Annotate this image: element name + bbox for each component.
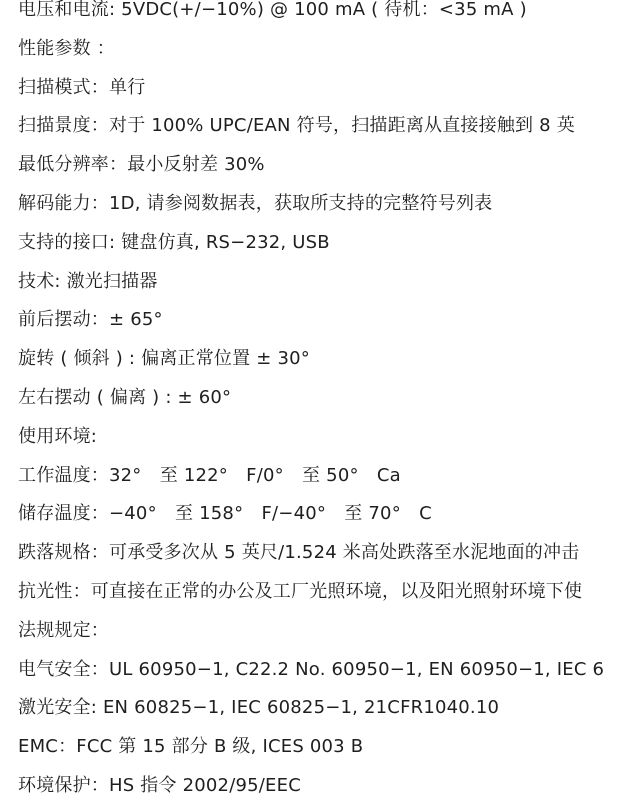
spec-heading-regulatory: 法规规定：: [18, 619, 109, 641]
spec-document: [18, 0, 639, 806]
spec-line-operating-temp: 工作温度：32° 至 122° F/0° 至 50° Ca: [18, 464, 401, 486]
spec-line-roll: 旋转 ( 倾斜 ) : 偏离正常位置 ± 30°: [18, 348, 310, 370]
spec-line-interfaces: 支持的接口: 键盘仿真, RS−232, USB: [18, 231, 330, 253]
spec-line-power: 电压和电流: 5VDC(+/−10%) @ 100 mA ( 待机：<35 mA ): [18, 0, 527, 20]
spec-line-storage-temp: 储存温度：−40° 至 158° F/−40° 至 70° C: [18, 503, 432, 525]
spec-line-laser-safety: 激光安全: EN 60825−1, IEC 60825−1, 21CFR1040.10: [18, 697, 500, 719]
spec-line-technology: 技术: 激光扫描器: [18, 270, 158, 292]
spec-line-drop-spec: 跌落规格：可承受多次从 5 英尺/1.524 米高处跌落至水泥地面的冲击: [18, 542, 580, 564]
spec-line-pitch: 前后摆动：± 65°: [18, 309, 163, 331]
spec-line-emc: EMC：FCC 第 15 部分 B 级, ICES 003 B: [18, 736, 364, 758]
spec-line-yaw: 左右摆动 ( 偏离 ) : ± 60°: [18, 386, 232, 408]
spec-line-min-resolution: 最低分辨率：最小反射差 30%: [18, 154, 265, 176]
spec-line-scan-depth: 扫描景度：对于 100% UPC/EAN 符号，扫描距离从直接接触到 8 英: [18, 115, 575, 137]
spec-line-decode-capability: 解码能力：1D, 请参阅数据表，获取所支持的完整符号列表: [18, 192, 493, 214]
spec-heading-performance: 性能参数 ：: [18, 37, 115, 59]
spec-line-environmental: 环境保护：HS 指令 2002/95/EEC: [18, 774, 301, 796]
spec-line-electrical-safety: 电气安全：UL 60950−1, C22.2 No. 60950−1, EN 60950−1, IEC 6: [18, 658, 605, 680]
spec-line-scan-mode: 扫描模式：单行: [18, 76, 146, 98]
spec-heading-environment: 使用环境:: [18, 425, 98, 447]
spec-line-light-immunity: 抗光性：可直接在正常的办公及工厂光照环境，以及阳光照射环境下使: [18, 580, 583, 602]
